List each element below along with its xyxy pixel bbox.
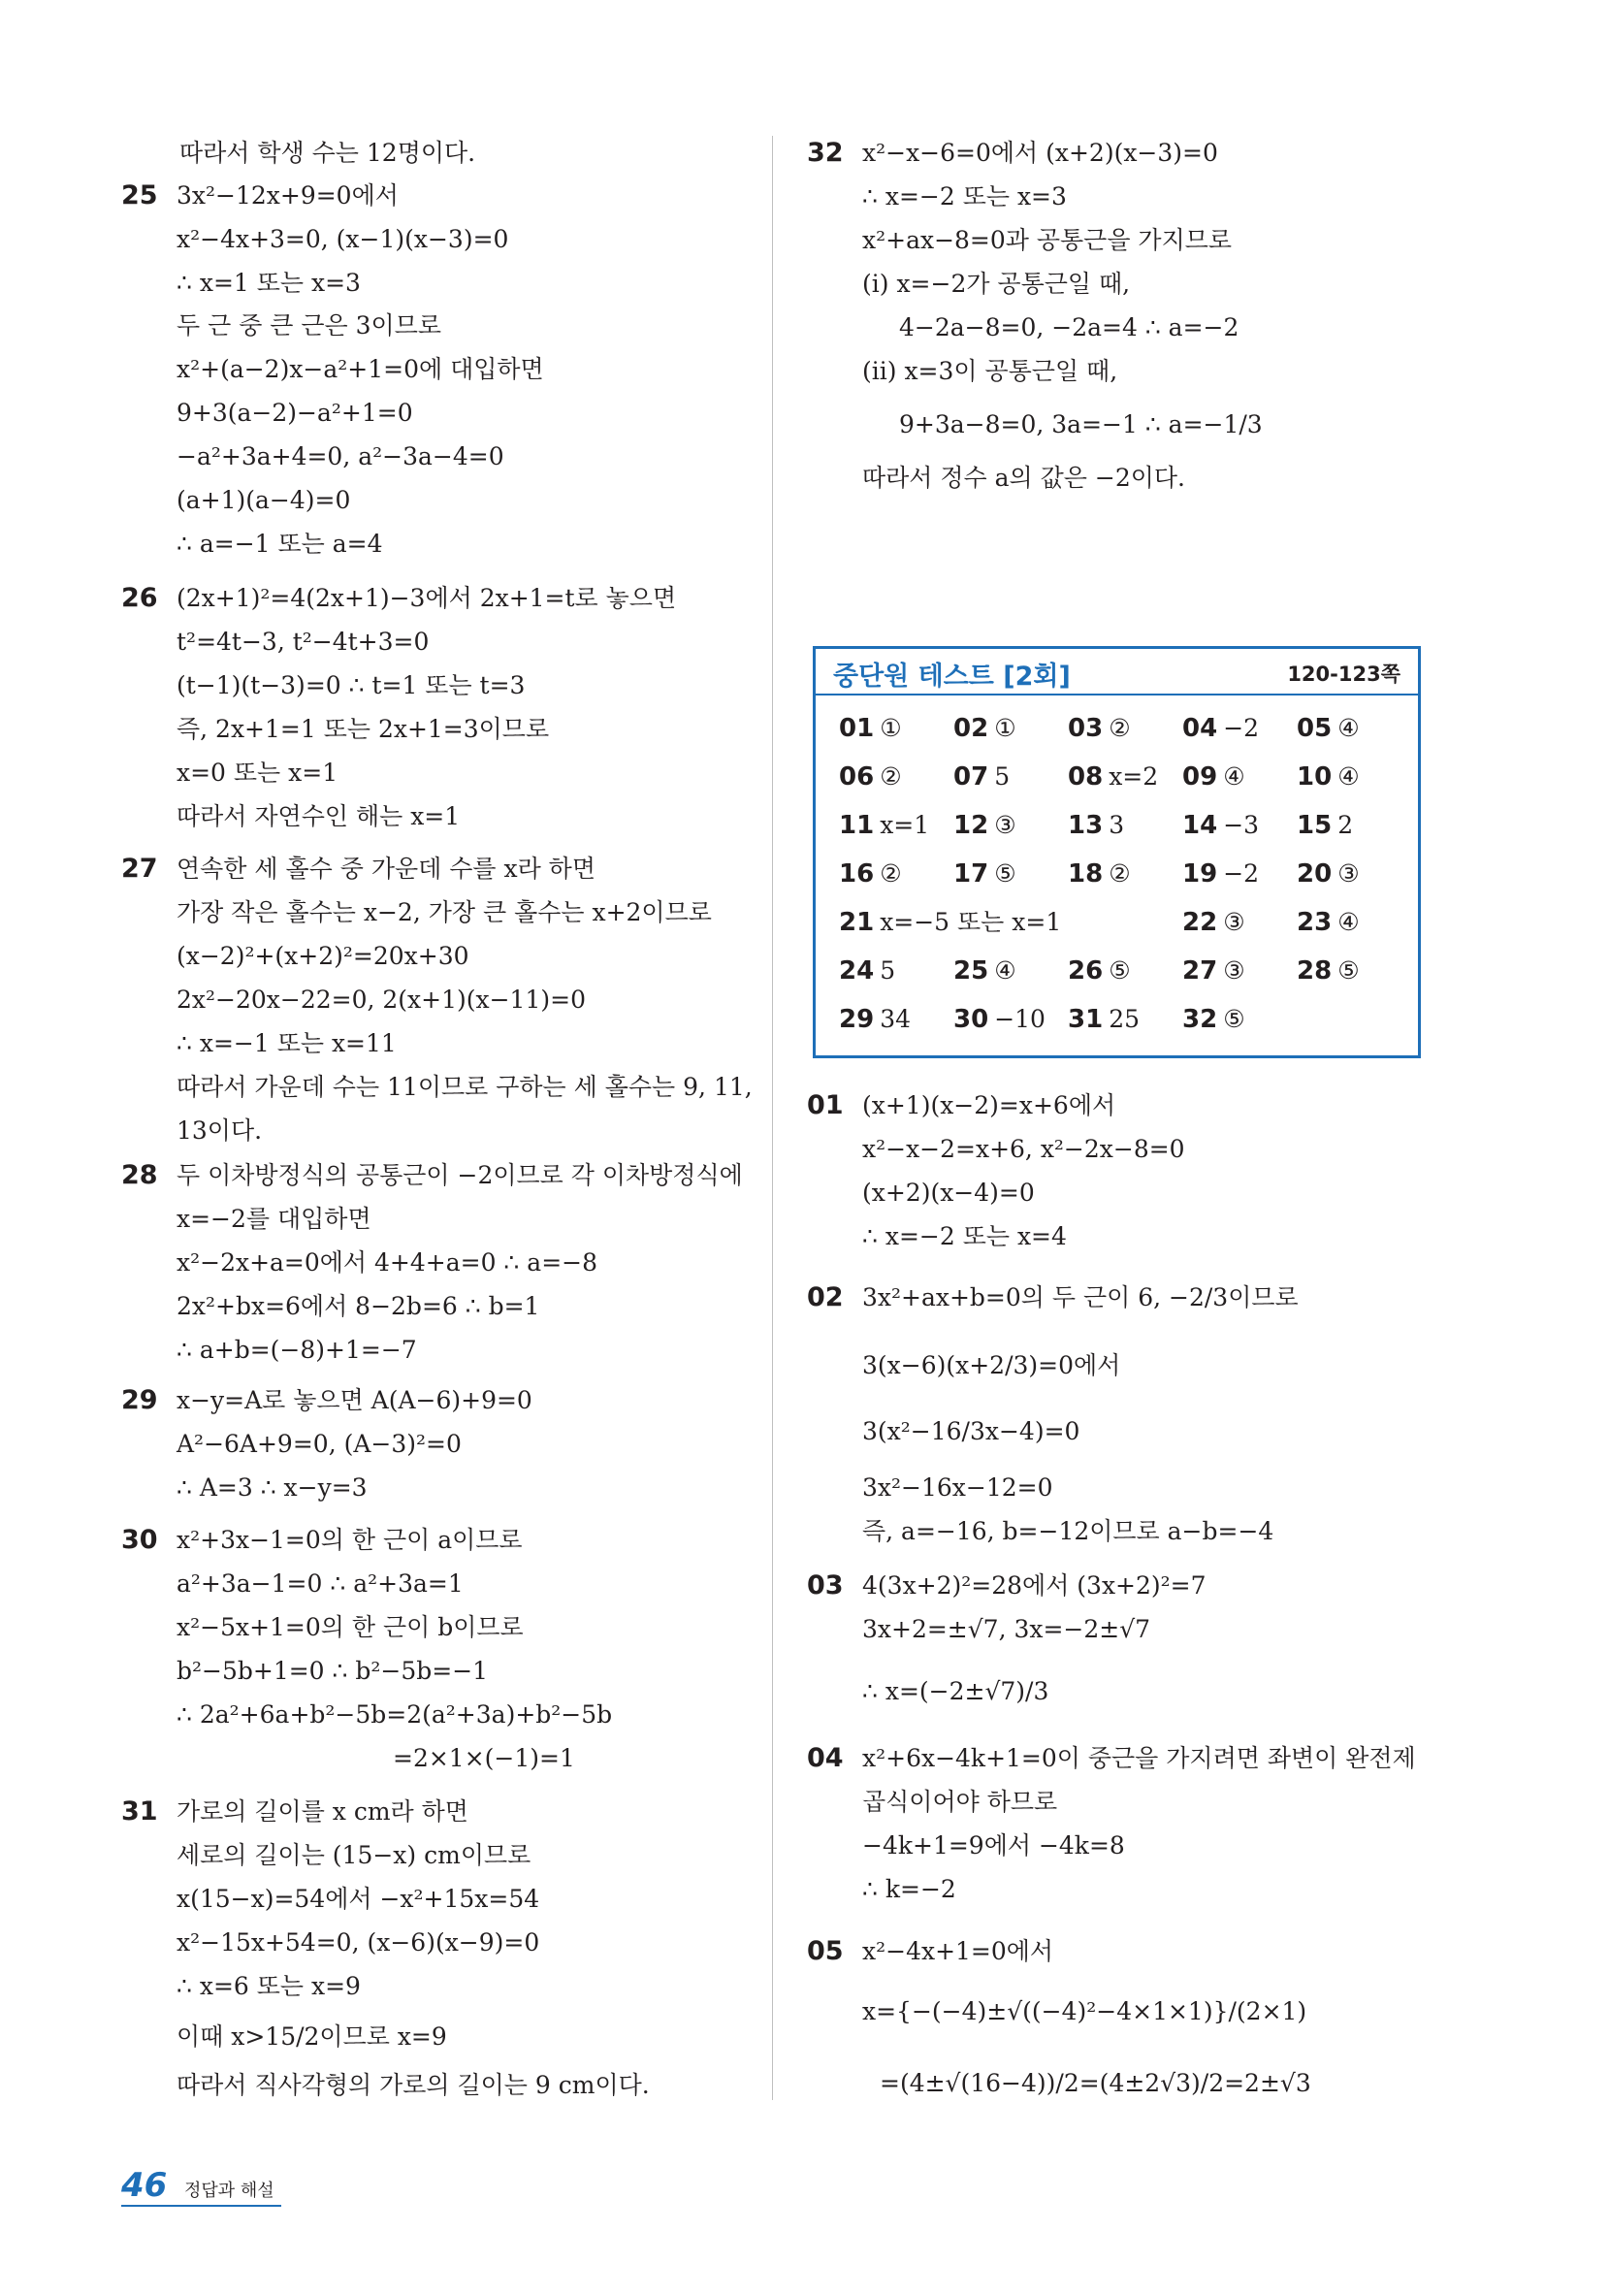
answer-item: 15 2 — [1297, 811, 1354, 840]
text-line: 따라서 가운데 수는 11이므로 구하는 세 홀수는 9, 11, — [177, 1073, 753, 1101]
problem-number: 03 — [807, 1570, 844, 1601]
text-line: ∴ A=3 ∴ x−y=3 — [177, 1473, 368, 1502]
problem-number: 27 — [121, 854, 158, 884]
answer-item: 19 −2 — [1182, 859, 1260, 889]
text-line: (2x+1)²=4(2x+1)−3에서 2x+1=t로 놓으면 — [177, 584, 677, 612]
problem-number: 29 — [121, 1385, 158, 1415]
text-line: 두 이차방정식의 공통근이 −2이므로 각 이차방정식에 — [177, 1161, 743, 1189]
text-line: 4(3x+2)²=28에서 (3x+2)²=7 — [862, 1571, 1207, 1600]
section-label: 정답과 해설 — [184, 2181, 274, 2201]
text-line: x²−2x+a=0에서 4+4+a=0 ∴ a=−8 — [177, 1248, 597, 1277]
answer-item: 23 ④ — [1297, 908, 1360, 937]
text-line: 2x²+bx=6에서 8−2b=6 ∴ b=1 — [177, 1292, 540, 1320]
text-line: b²−5b+1=0 ∴ b²−5b=−1 — [177, 1657, 489, 1685]
answer-item: 31 25 — [1068, 1005, 1140, 1034]
text-line: x²−4x+3=0, (x−1)(x−3)=0 — [177, 225, 509, 253]
text-line: ∴ x=−1 또는 x=11 — [177, 1029, 397, 1057]
text-line: ∴ k=−2 — [862, 1875, 956, 1903]
problem-number: 25 — [121, 180, 158, 210]
text-line: x²+3x−1=0의 한 근이 a이므로 — [177, 1526, 523, 1554]
test-header — [816, 649, 1418, 695]
text-line: x²+ax−8=0과 공통근을 가지므로 — [862, 226, 1233, 254]
problem-number: 04 — [807, 1743, 844, 1773]
answer-item: 17 ⑤ — [953, 859, 1016, 889]
answer-item: 01 ① — [839, 714, 902, 743]
text-line: ∴ x=1 또는 x=3 — [177, 269, 361, 297]
answer-item: 26 ⑤ — [1068, 956, 1131, 986]
answer-item: 13 3 — [1068, 811, 1125, 840]
problem-number: 01 — [807, 1090, 844, 1120]
text-line: x²−15x+54=0, (x−6)(x−9)=0 — [177, 1928, 540, 1956]
problem-number: 30 — [121, 1525, 158, 1555]
text-line: ∴ x=(−2±√7)/3 — [862, 1677, 1049, 1705]
answer-item: 32 ⑤ — [1182, 1005, 1245, 1034]
answer-item: 28 ⑤ — [1297, 956, 1360, 986]
text-line: 즉, 2x+1=1 또는 2x+1=3이므로 — [177, 715, 550, 743]
problem-number: 26 — [121, 583, 158, 613]
text-line: 따라서 학생 수는 12명이다. — [179, 139, 476, 167]
text-line: x²+6x−4k+1=0이 중근을 가지려면 좌변이 완전제 — [862, 1744, 1416, 1772]
text-line: 가로의 길이를 x cm라 하면 — [177, 1797, 468, 1826]
text-line: 3x²−12x+9=0에서 — [177, 181, 399, 210]
text-line: −a²+3a+4=0, a²−3a−4=0 — [177, 442, 504, 470]
answer-item: 03 ② — [1068, 714, 1131, 743]
text-line: ∴ x=−2 또는 x=3 — [862, 182, 1067, 210]
text-line: 13이다. — [177, 1116, 263, 1145]
page-number: 46 — [121, 2166, 168, 2205]
text-line: 이때 x>15/2이므로 x=9 — [177, 2022, 447, 2051]
text-line: 9+3(a−2)−a²+1=0 — [177, 399, 413, 427]
text-line: 따라서 직사각형의 가로의 길이는 9 cm이다. — [177, 2071, 650, 2099]
text-line: x²−5x+1=0의 한 근이 b이므로 — [177, 1613, 524, 1641]
text-line: t²=4t−3, t²−4t+3=0 — [177, 628, 430, 656]
answer-item: 22 ③ — [1182, 908, 1245, 937]
text-line: (t−1)(t−3)=0 ∴ t=1 또는 t=3 — [177, 671, 526, 699]
text-line: (x+1)(x−2)=x+6에서 — [862, 1091, 1116, 1119]
text-line: 3x+2=±√7, 3x=−2±√7 — [862, 1615, 1151, 1643]
unit-test-answer-box — [813, 646, 1421, 1058]
answer-item: 07 5 — [953, 762, 1011, 792]
text-line: 3x²−16x−12=0 — [862, 1473, 1053, 1502]
text-line: x²−4x+1=0에서 — [862, 1937, 1054, 1965]
text-line: =(4±√(16−4))/2=(4±2√3)/2=2±√3 — [880, 2069, 1311, 2097]
problem-number: 32 — [807, 138, 844, 168]
answer-item: 08 x=2 — [1068, 762, 1159, 792]
text-line: x=−2를 대입하면 — [177, 1205, 371, 1233]
answer-item: 06 ② — [839, 762, 902, 792]
problem-number: 05 — [807, 1936, 844, 1966]
answer-item: 25 ④ — [953, 956, 1016, 986]
text-line: ∴ a=−1 또는 a=4 — [177, 530, 383, 558]
problem-number: 02 — [807, 1282, 844, 1312]
text-line: x=0 또는 x=1 — [177, 759, 338, 787]
text-line: ∴ 2a²+6a+b²−5b=2(a²+3a)+b²−5b — [177, 1700, 613, 1729]
answer-item: 14 −3 — [1182, 811, 1260, 840]
text-line: =2×1×(−1)=1 — [393, 1744, 575, 1772]
text-line: x={−(−4)±√((−4)²−4×1×1)}/(2×1) — [862, 1997, 1307, 2025]
answer-item: 10 ④ — [1297, 762, 1360, 792]
text-line: a²+3a−1=0 ∴ a²+3a=1 — [177, 1569, 464, 1598]
footer-rule — [121, 2205, 281, 2207]
text-line: 즉, a=−16, b=−12이므로 a−b=−4 — [862, 1517, 1274, 1545]
answer-item: 04 −2 — [1182, 714, 1260, 743]
test-title: 중단원 테스트 [2회] — [833, 662, 1071, 692]
text-line: ∴ x=−2 또는 x=4 — [862, 1222, 1067, 1250]
text-line: 따라서 자연수인 해는 x=1 — [177, 802, 461, 830]
text-line: 두 근 중 큰 근은 3이므로 — [177, 311, 441, 340]
problem-number: 28 — [121, 1160, 158, 1190]
text-line: 3(x−6)(x+2/3)=0에서 — [862, 1351, 1121, 1379]
answer-item: 16 ② — [839, 859, 902, 889]
text-line: 9+3a−8=0, 3a=−1 ∴ a=−1/3 — [899, 410, 1263, 438]
answer-item: 18 ② — [1068, 859, 1131, 889]
text-line: (i) x=−2가 공통근일 때, — [862, 270, 1131, 298]
answer-item: 29 34 — [839, 1005, 911, 1034]
text-line: ∴ a+b=(−8)+1=−7 — [177, 1336, 417, 1364]
text-line: 연속한 세 홀수 중 가운데 수를 x라 하면 — [177, 855, 595, 883]
problem-number: 31 — [121, 1796, 158, 1827]
text-line: (x+2)(x−4)=0 — [862, 1179, 1035, 1207]
answer-item: 05 ④ — [1297, 714, 1360, 743]
answer-item: 30 −10 — [953, 1005, 1046, 1034]
answer-item: 09 ④ — [1182, 762, 1245, 792]
answer-item: 24 5 — [839, 956, 896, 986]
text-line: (ii) x=3이 공통근일 때, — [862, 357, 1118, 385]
text-line: −4k+1=9에서 −4k=8 — [862, 1831, 1125, 1859]
answer-item: 27 ③ — [1182, 956, 1245, 986]
text-line: (x−2)²+(x+2)²=20x+30 — [177, 942, 469, 970]
column-divider — [772, 136, 773, 2100]
text-line: ∴ x=6 또는 x=9 — [177, 1972, 361, 2000]
text-line: x(15−x)=54에서 −x²+15x=54 — [177, 1885, 540, 1913]
text-line: (a+1)(a−4)=0 — [177, 486, 351, 514]
text-line: A²−6A+9=0, (A−3)²=0 — [177, 1430, 462, 1458]
answer-item: 20 ③ — [1297, 859, 1360, 889]
answer-item: 02 ① — [953, 714, 1016, 743]
text-line: 세로의 길이는 (15−x) cm이므로 — [177, 1841, 531, 1869]
test-pages: 120-123쪽 — [1287, 663, 1400, 686]
answer-item: 21 x=−5 또는 x=1 — [839, 908, 1062, 937]
text-line: 가장 작은 홀수는 x−2, 가장 큰 홀수는 x+2이므로 — [177, 898, 712, 926]
text-line: 3(x²−16/3x−4)=0 — [862, 1417, 1080, 1445]
text-line: x−y=A로 놓으면 A(A−6)+9=0 — [177, 1386, 532, 1414]
text-line: x²−x−6=0에서 (x+2)(x−3)=0 — [862, 139, 1218, 167]
text-line: 2x²−20x−22=0, 2(x+1)(x−11)=0 — [177, 986, 586, 1014]
text-line: 3x²+ax+b=0의 두 근이 6, −2/3이므로 — [862, 1283, 1299, 1311]
text-line: 4−2a−8=0, −2a=4 ∴ a=−2 — [899, 313, 1239, 341]
text-line: 곱식이어야 하므로 — [862, 1788, 1058, 1816]
text-line: x²−x−2=x+6, x²−2x−8=0 — [862, 1135, 1185, 1163]
answer-item: 11 x=1 — [839, 811, 930, 840]
text-line: x²+(a−2)x−a²+1=0에 대입하면 — [177, 355, 544, 383]
answer-item: 12 ③ — [953, 811, 1016, 840]
text-line: 따라서 정수 a의 값은 −2이다. — [862, 464, 1185, 492]
